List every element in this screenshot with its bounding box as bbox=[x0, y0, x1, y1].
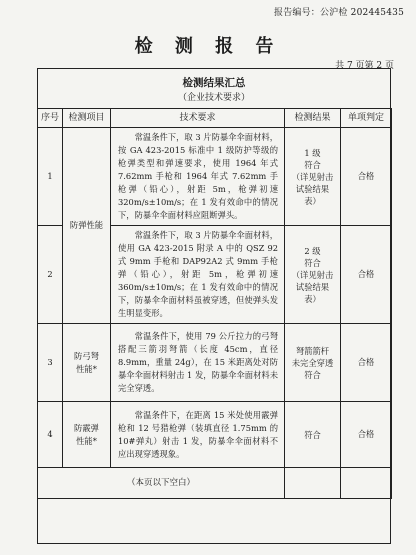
column-header-result: 检测结果 bbox=[285, 109, 341, 128]
document-title: 检 测 报 告 bbox=[134, 36, 282, 57]
judgement-text: 合格 bbox=[341, 324, 392, 402]
empty-cell bbox=[341, 468, 392, 499]
requirement-text: 常温条件下，取 3 片防暴伞伞面材料，使用 GA 423-2015 附录 A 中的 QSZ 92 式 9mm 手枪和 DAP92A2 式 9mm 手枪弹（铅心），射距 5m，枪弹初速 360m/s±10m/s；在 1 发有效命中的情况下，防暴伞伞面材料虽被穿透，但使弹头发生明显变形。 bbox=[111, 226, 285, 324]
row-number: 4 bbox=[38, 402, 63, 468]
table-row bbox=[38, 324, 392, 402]
column-header-item: 检测项目 bbox=[63, 109, 111, 128]
result-text: 弩箭箭杆 未完全穿透 符合 bbox=[285, 324, 341, 402]
empty-cell bbox=[285, 468, 341, 499]
page-info: 共 7 页第 2 页 bbox=[335, 61, 394, 71]
result-text: 符合 bbox=[285, 402, 341, 468]
result-text: 1 级 符合 （详见射击 试验结果 表） bbox=[285, 128, 341, 226]
blank-note: （本页以下空白） bbox=[38, 468, 285, 499]
row-number: 1 bbox=[38, 128, 63, 226]
summary-frame bbox=[37, 68, 391, 544]
requirement-text: 常温条件下，使用 79 公斤拉力的弓弩搭配三箭羽弩箭（长度 45cm，直径 8.9mm，重量 24g），在 15 米距离处对防暴伞伞面材料射击 1 发，防暴伞伞面材料未完全穿透。 bbox=[111, 324, 285, 402]
column-header-judgement: 单项判定 bbox=[341, 109, 392, 128]
column-header-no: 序号 bbox=[38, 109, 63, 128]
row-number: 2 bbox=[38, 226, 63, 324]
result-text: 2 级 符合 （详见射击 试验结果 表） bbox=[285, 226, 341, 324]
summary-title: 检测结果汇总 bbox=[182, 77, 246, 89]
item-name: 防弹性能 bbox=[63, 128, 111, 324]
blank-note-row bbox=[38, 468, 392, 499]
results-table bbox=[37, 108, 392, 499]
requirement-text: 常温条件下，在距离 15 米处使用霰弹枪和 12 号猎枪弹（装填直径 1.75mm 的 10#弹丸）射击 1 发，防暴伞伞面材料不应出现穿透现象。 bbox=[111, 402, 285, 468]
report-number: 报告编号：公沪检 202445435 bbox=[274, 8, 404, 18]
judgement-text: 合格 bbox=[341, 226, 392, 324]
table-row bbox=[38, 128, 392, 226]
summary-subtitle: （企业技术要求） bbox=[177, 93, 250, 103]
judgement-text: 合格 bbox=[341, 128, 392, 226]
table-header-row bbox=[38, 109, 392, 128]
item-name: 防霰弹 性能* bbox=[63, 402, 111, 468]
row-number: 3 bbox=[38, 324, 63, 402]
requirement-text: 常温条件下，取 3 片防暴伞伞面材料，按 GA 423-2015 标准中 1 级防护等级的枪弹类型和弹速要求，使用 1964 年式 7.62mm 手枪和 1964 年式 7.62mm 手枪弹（铅心），射距 5m，枪弹初速 320m/s±10m/s；在 1 发有效命中的情况下，防暴伞伞面材料应阻断弹头。 bbox=[111, 128, 285, 226]
table-row bbox=[38, 402, 392, 468]
item-name: 防弓弩 性能* bbox=[63, 324, 111, 402]
column-header-requirement: 技术要求 bbox=[111, 109, 285, 128]
judgement-text: 合格 bbox=[341, 402, 392, 468]
